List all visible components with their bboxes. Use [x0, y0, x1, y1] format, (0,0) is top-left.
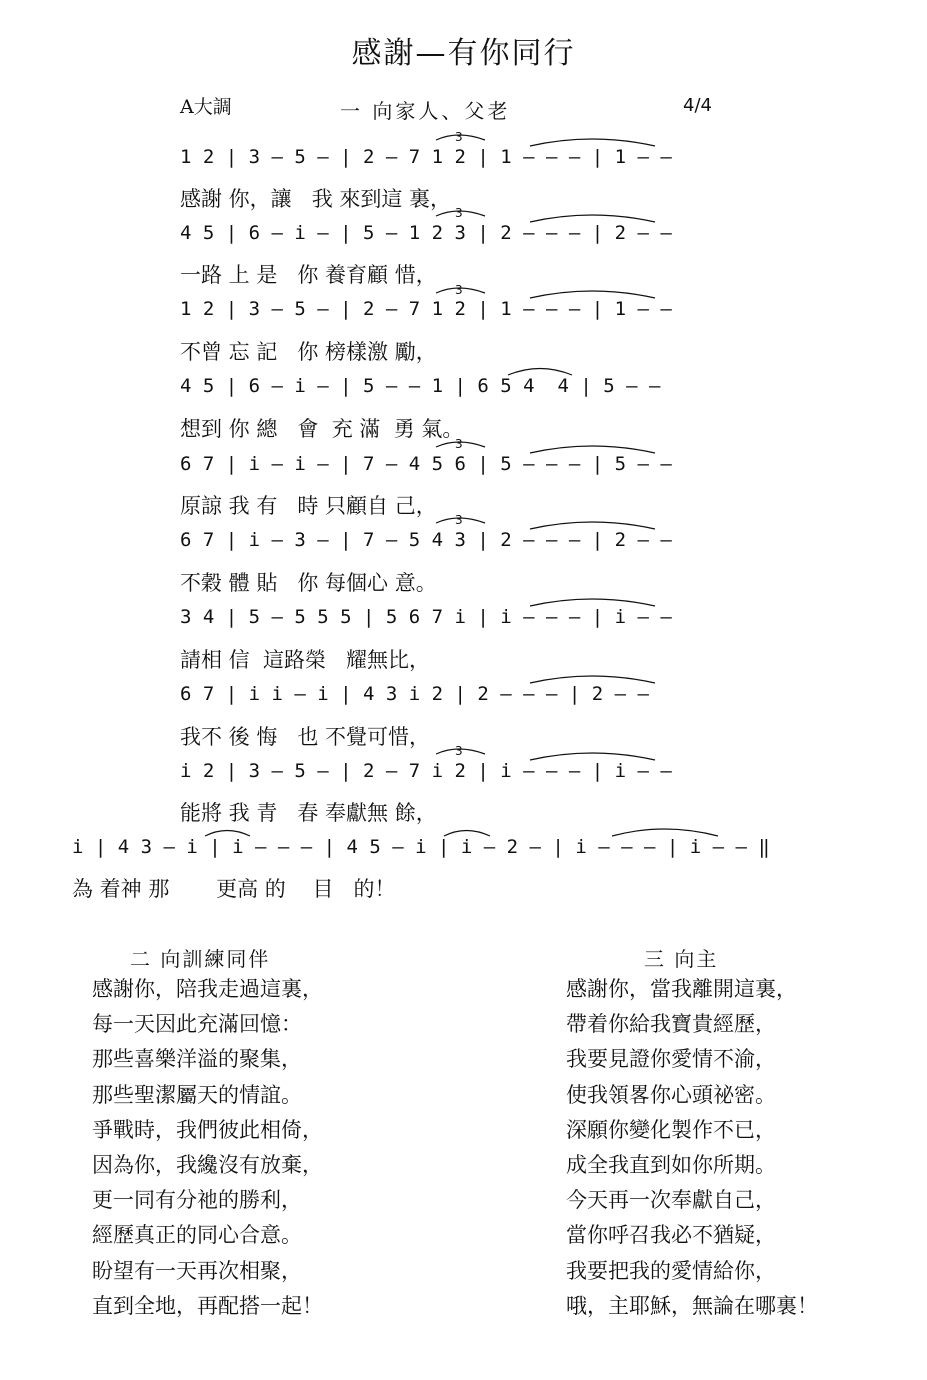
lyrics-line: 請相 信 這路榮 耀無比，	[180, 648, 431, 672]
verse-line: 因為你，我纔沒有放棄，	[92, 1153, 323, 1178]
music-notes-line: i | 4 3 – i | i – – – | 4 5 – i | i – 2 – | i – – – | i – – ‖	[72, 836, 770, 858]
verse-2	[92, 972, 323, 1324]
verse-line: 我要見證你愛情不渝，	[566, 1047, 776, 1072]
verse-line: 那些喜樂洋溢的聚集，	[92, 1047, 302, 1072]
music-notes-line: 3 4 | 5 – 5 5 5 | 5 6 7 i | i – – – | i – –	[180, 606, 672, 628]
verse-3	[566, 972, 818, 1324]
triplet-mark: 3	[455, 206, 463, 220]
verse-line: 當你呼召我必不猶疑，	[566, 1223, 776, 1248]
triplet-mark: 3	[455, 130, 463, 144]
music-notes-line: 4 5 | 6 – i – | 5 – – 1 | 6 5 4 4 | 5 – –	[180, 375, 661, 397]
verse-line: 我要把我的愛情給你，	[566, 1258, 776, 1283]
music-notes-line: 6 7 | i i – i | 4 3 i 2 | 2 – – – | 2 – –	[180, 683, 649, 705]
lyrics-line: 感謝 你，讓 我 來到這 裏，	[180, 187, 452, 211]
verse-line: 深願你變化製作不已，	[566, 1117, 776, 1142]
section-heading-1: 一 向家人、父老	[340, 99, 511, 123]
verse-line: 爭戰時，我們彼此相倚，	[92, 1117, 323, 1142]
section-heading-3: 三 向主	[644, 947, 719, 971]
lyrics-line: 為 着神 那 更高 的 目 的！	[72, 877, 396, 901]
music-notes-line: 6 7 | i – i – | 7 – 4 5 6 | 5 – – – | 5 – –	[180, 453, 672, 475]
lyrics-line: 不曾 忘 記 你 榜樣激 勵，	[180, 340, 437, 364]
verse-line: 使我領畧你心頭祕密。	[566, 1082, 776, 1107]
verse-line: 成全我直到如你所期。	[566, 1153, 776, 1178]
verse-line: 那些聖潔屬天的情誼。	[92, 1082, 302, 1107]
triplet-mark: 3	[455, 437, 463, 451]
verse-line: 盼望有一天再次相聚，	[92, 1258, 302, 1283]
verse-line: 每一天因此充滿回憶：	[92, 1012, 302, 1037]
verse-line: 帶着你給我寶貴經歷，	[566, 1012, 776, 1037]
song-title: 感謝—有你同行	[351, 36, 576, 71]
time-signature: 4/4	[683, 95, 712, 116]
triplet-mark: 3	[455, 283, 463, 297]
lyrics-line: 一路 上 是 你 養育顧 惜，	[180, 263, 437, 287]
music-notes-line: 4 5 | 6 – i – | 5 – 1 2 3 | 2 – – – | 2 – –	[180, 222, 672, 244]
verse-line: 更一同有分祂的勝利，	[92, 1188, 302, 1213]
triplet-mark: 3	[455, 744, 463, 758]
lyrics-line: 我不 後 悔 也 不覺可惜，	[180, 725, 431, 749]
lyrics-line: 能將 我 青 春 奉獻無 餘，	[180, 801, 437, 825]
verse-line: 直到全地，再配搭一起！	[92, 1293, 323, 1318]
section-heading-2: 二 向訓練同伴	[130, 947, 271, 971]
key-signature: A大調	[180, 96, 232, 118]
verse-line: 今天再一次奉獻自己，	[566, 1188, 776, 1213]
verse-line: 哦，主耶穌，無論在哪裏！	[566, 1293, 818, 1318]
music-notes-line: 1 2 | 3 – 5 – | 2 – 7 1 2 | 1 – – – | 1 – –	[180, 146, 672, 168]
lyrics-line: 想到 你 總 會 充 滿 勇 氣。	[180, 417, 464, 441]
lyrics-line: 原諒 我 有 時 只顧自 己，	[180, 494, 437, 518]
lyrics-line: 不穀 體 貼 你 每個心 意。	[180, 571, 437, 595]
verse-line: 感謝你，當我離開這裏，	[566, 977, 797, 1001]
music-notes-line: 6 7 | i – 3 – | 7 – 5 4 3 | 2 – – – | 2 – –	[180, 529, 672, 551]
music-notes-line: 1 2 | 3 – 5 – | 2 – 7 1 2 | 1 – – – | 1 – –	[180, 298, 672, 320]
music-notes-line: i 2 | 3 – 5 – | 2 – 7 i 2 | i – – – | i – –	[180, 760, 672, 782]
verse-line: 經歷真正的同心合意。	[92, 1223, 302, 1248]
verse-line: 感謝你，陪我走過這裏，	[92, 977, 323, 1001]
triplet-mark: 3	[455, 513, 463, 527]
